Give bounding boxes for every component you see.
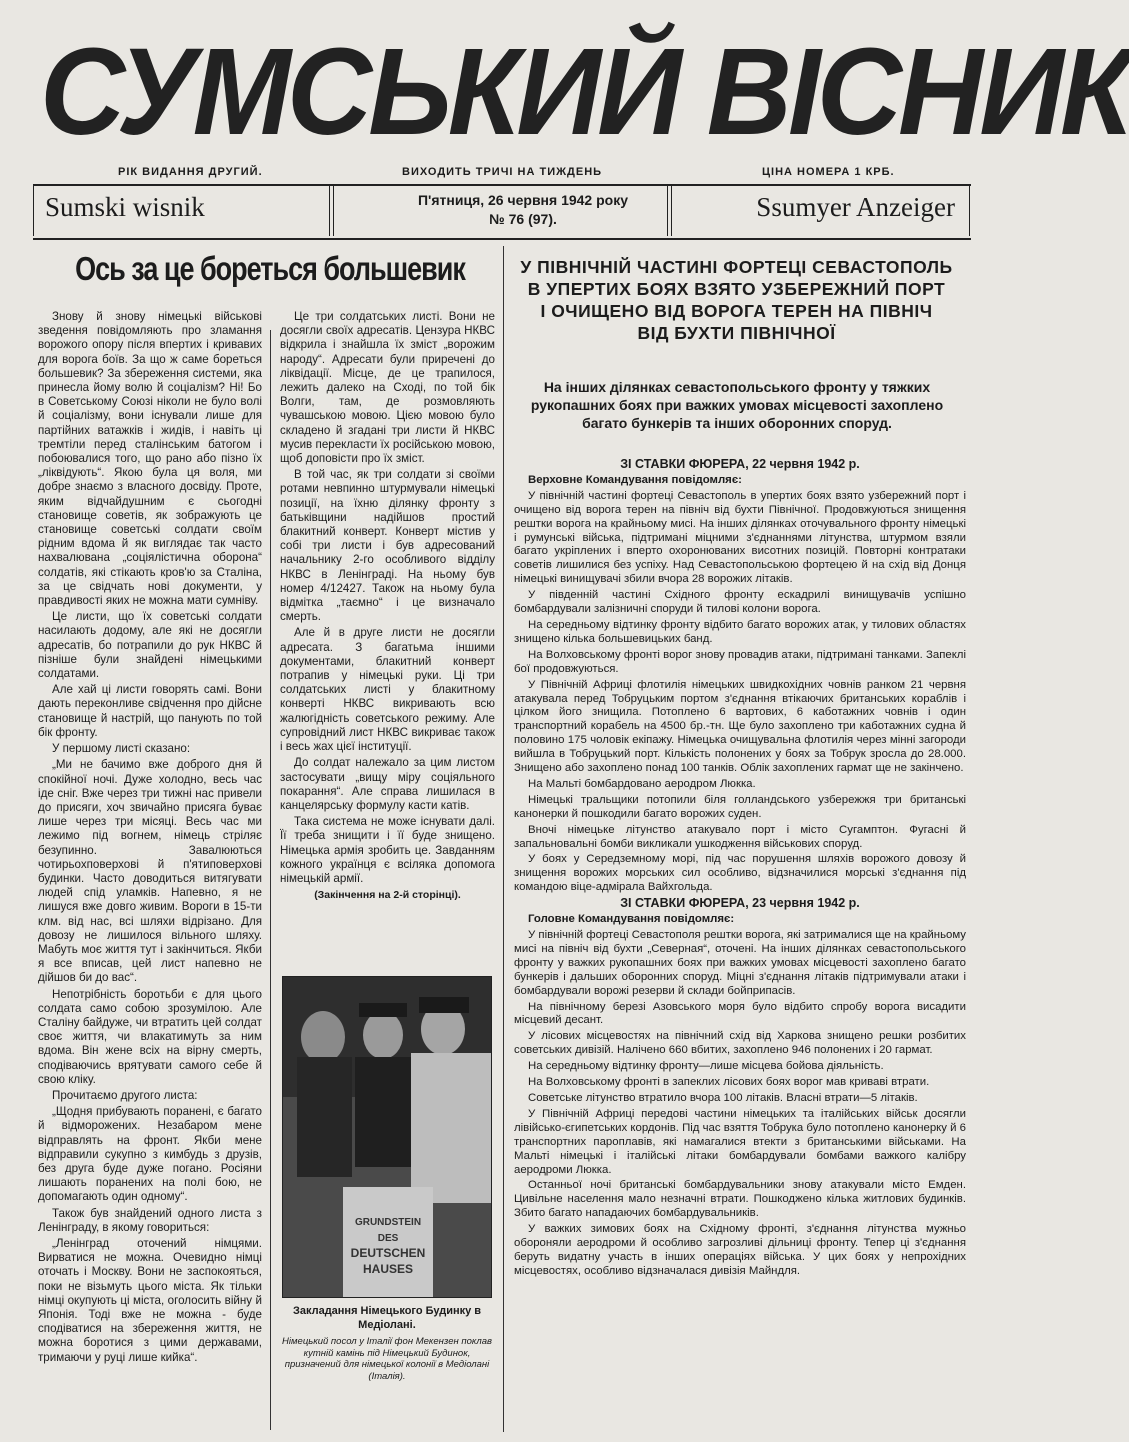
masthead-title: СУМСЬКИЙ ВІСНИК xyxy=(40,22,1129,162)
lead-headline: Ось за це бореться большевик xyxy=(75,250,465,288)
right-headline xyxy=(515,256,958,344)
photo-caption-text: Німецький посол у Італії фон Мекензен поклав кутній камінь під Німецький Будинок, призначений для німецької колонії в Медіолані (Італія). xyxy=(282,1336,492,1382)
paragraph: Німецькі тральщики потопили біля голландського узбережжя три британські канонерки й пошкодили багато ворожих суден. xyxy=(514,793,966,820)
publication-frequency: ВИХОДИТЬ ТРИЧІ НА ТИЖДЕНЬ xyxy=(402,166,603,178)
paragraph: Советське літунство втратило вчора 100 літаків. Власні втрати—5 літаків. xyxy=(528,1091,918,1104)
paragraph: Така система не може існувати далі. Її треба знищити і її буде знищено. Німецька армія зробить це. Завданням кожного українця є всіляка допомога німецькій армії. xyxy=(280,815,495,885)
left-article-column-2 xyxy=(280,310,495,962)
paragraph: Це три солдатських листі. Вони не досягли своїх адресатів. Цензура НКВС відкрила і знайшла їх зміст „ворожим народу“. Адресати були приречені до ліквідації. Місце, де це трапилося, лежить далеко на Сході, по той бік Волги, там, де розмовляють чувашською мовою. Цією мовою було складено й згадані три листи й НКВС мусив перекласти їх російською мовою, щоб доповісти про їх зміст. xyxy=(280,310,495,466)
report-header: ЗІ СТАВКИ ФЮРЕРА, 23 червня 1942 р. xyxy=(620,896,860,911)
paragraph: У північній фортеці Севастополя рештки ворога, які затрималися ще на крайньому мисі на північ від бухти „Северная“, оточені. На інших ділянках севастопольського фронту у важких рукопашних боях при важких умовах місцевості захоплено багато бункерів і дальших оборонних споруд. Міцні з'єднання літаків підтримували атаки і бомбардували ворожі резерви й склади бойприпасів. xyxy=(514,929,966,997)
paragraph: У північній частині фортеці Севастополь в упертих боях взято узбережний порт і очищено від ворога терен на північ від бухти Північної. Продовжуються знищення рештки ворога на крайньому мисі. На інших ділянках оточувального фронту німецькі і румунські війська, підтримані міцними з'єднаннями літунства, штурмом взяли багато укріплених і вперто охоронюваних висотних позицій. Повторні контратаки советів лишилися без успіху. Над Севастопольською фортецею й на схід від Донця німецькі винищувачі збили вчора 28 ворожих літаків. xyxy=(514,489,966,586)
paragraph: Знову й знову німецькі військові зведення повідомляють про зламання ворожого опору після впертих і кривавих для ворога боїв. За що ж саме бореться большевик? За збереження системи, яка принесла йому волю й соціалізм? Ні! Бо в Советському Союзі ніколи не було волі й соціалізму, вони існували лише для партійних ватажків і жидів, і навіть ці тремтіли перед сталінським батогом і побоювалися того, що рано або пізно їх „ліквідують“. Якою була ця воля, ми добре знаємо з власного досвіду. Проте, яким відчайдушним є сьогодні становище советів, як зображують це становище советські солдати своїм рідним вдома й як виглядає так часто нахвалювана „соціялістична оборона“ солдатів, які стікають кров'ю за Сталіна, за це свідчать нові документи, у правдивості яких не можна мати сумніву. xyxy=(38,310,262,608)
right-article-body xyxy=(514,458,966,1432)
issue-date-block xyxy=(373,191,673,229)
photo-caption xyxy=(276,1304,498,1382)
paragraph: У Північній Африці передові частини німецьких та італійських військ досягли лівійсько-єгипетських кордонів. Під час взяття Тобрука було потоплено канонерку й 6 транспортних пароплавів, які намагалися втекти з британськими військами. На Мальті німецькі і італійські літаки бомбардували бомбами важкого калібру аеродроми Люкка. xyxy=(514,1107,966,1176)
divider-bottom xyxy=(33,238,971,240)
paragraph: Також був знайдений одного листа з Ленінграду, в якому говориться: xyxy=(38,1206,262,1234)
paragraph: Але хай ці листи говорять самі. Вони дають переконливе свідчення про дійсне становище й настрій, що панують по той бік фронту. xyxy=(38,683,262,739)
paragraph: Але й в друге листи не досягли адресата. З багатьма іншими документами, блакитний конверт потрапив у німецькі руки. Ці три солдатських листі у блакитному конверті НКВС викривають всю жалюгідність советського режиму. Але супровідний лист НКВС викриває також і весь жах цієї інституції. xyxy=(280,626,495,754)
paragraph: У лісових місцевостях на північний схід від Харкова знищено решки розбитих советських дивізій. Налічено 660 вбитих, захоплено 946 полонених і 20 гармат. xyxy=(514,1030,966,1057)
paragraph: На середньому відтинку фронту відбито багато ворожих атак, у тилових областях знищено кілька большевицьких банд. xyxy=(514,618,966,645)
paragraph: Непотрібність боротьби є для цього солдата само собою зрозумілою. Але Сталіну байдуже, чи втратить цей солдат своє життя, чи влакатимуть за ним вдома. Він жене всіх на вірну смерть, сподіваючись врятувати самого себе й свою кліку. xyxy=(38,987,262,1086)
issue-date: П'ятниця, 26 червня 1942 року xyxy=(417,192,628,208)
photo-image xyxy=(283,977,491,1297)
paragraph: На Волховському фронті в запеклих лісових боях ворог мав криваві втрати. xyxy=(528,1076,930,1089)
column-rule-2 xyxy=(503,246,504,1432)
paragraph: На Волховському фронті ворог знову провадив атаки, підтримані танками. Запеклі бої продовжуються. xyxy=(514,648,966,675)
left-article-column-1 xyxy=(38,310,262,1430)
paragraph: На Мальті бомбардовано аеродром Люкка. xyxy=(528,777,756,790)
report-header: ЗІ СТАВКИ ФЮРЕРА, 22 червня 1942 р. xyxy=(620,457,860,471)
paragraph: „Щодня прибувають поранені, є багато й відморожених. Незабаром мене відправлять на фронт. Якби мене відправили сукупно з кимбудь з друзів, без друга буде дуже погано. Росіяни лишають поранених на полі бою, не допомагають один одному“. xyxy=(38,1105,262,1204)
publication-year: РІК ВИДАННЯ ДРУГИЙ. xyxy=(118,166,263,178)
german-title: Ssumyer Anzeiger xyxy=(756,192,955,222)
paragraph: У важких зимових боях на Східному фронті, з'єднання літунства мужньо обороняли аеродроми й особливо загрозливі дільниці фронту. Тепер ці з'єднання беруть видатну участь в інших операціях війська. У цих боях у непрохідних місцевостях, особливо відзначалася дивізія Майндля. xyxy=(514,1223,966,1277)
report-command: Головне Командування повідомляє: xyxy=(528,913,735,926)
paragraph: У першому листі сказано: xyxy=(52,742,191,756)
latin-title: Sumski wisnik xyxy=(45,192,205,222)
paragraph: У південній частині Східного фронту ескадрилі винищувачів успішно бомбардували залізничні споруди й тилові колони ворога. xyxy=(514,589,966,616)
issue-price: ЦІНА НОМЕРА 1 КРБ. xyxy=(762,166,895,178)
column-rule-1 xyxy=(270,330,271,1430)
paragraph: У Північній Африці флотилія німецьких швидкохідних човнів ранком 21 червня атакувала перед Тобруцьким портом з'єднання втікаючих британських кораблів і цілком його знищила. Потоплено 6 вартових, 6 каботажних човнів і один транспортний корабель на 4500 бр.-тн. Ще було захоплено три каботажних судна й половино 175 чоловік екіпажу. Німецька очищувальна флотилія через мінні загороди вийшла в Тобруцький порт. Кількість полонених у боях за Тобрук зросла до 28.000. Знищено або захоплено понад 100 танків. Облік захоплених гармат ще не закінчено. xyxy=(514,678,966,775)
paragraph: Прочитаємо другого листа: xyxy=(52,1088,198,1102)
paragraph: В той час, як три солдати зі своїми ротами невпинно штурмували німецькі позиції, на їхню ділянку фронту з батьківщини надійшов простий блакитний конверт. Конверт містив у собі три листи і був адресований начальнику 2-го особливого відділу НКВС в Ленінграді. На ньому був номер 4/12427. Також на ньому була відмітка „таємно“ і це визначало смерть. xyxy=(280,468,495,624)
headline-line: В УПЕРТИХ БОЯХ ВЗЯТО УЗБЕРЕЖНИЙ ПОРТ xyxy=(527,279,946,299)
paragraph: До солдат належало за цим листом застосувати „вищу міру соціяльного покарання“. Але справа лишилася в канцелярську формулу касти катів. xyxy=(280,756,495,812)
paragraph: На північному березі Азовського моря було відбито спробу ворога висадити місцевий десант. xyxy=(514,1000,966,1027)
headline-line: І ОЧИЩЕНО ВІД ВОРОГА ТЕРЕН НА ПІВНІЧ xyxy=(540,301,933,321)
paragraph: Останньої ночі британські бомбардувальники знову атакували місто Емден. Цивільне населення мало незначні втрати. Пошкоджено кілька житлових будинків. Збито багато нападаючих бомбардувальників. xyxy=(514,1179,966,1220)
headline-line: У ПІВНІЧНІЙ ЧАСТИНІ ФОРТЕЦІ СЕВАСТОПОЛЬ xyxy=(520,257,953,277)
right-subheadline: На інших ділянках севастопольського фронту у тяжких рукопашних боях при важких умовах місцевості захоплено багато бункерів та інших оборонних споруд. xyxy=(530,379,944,431)
info-line xyxy=(0,166,1000,182)
plaque-line: GRUNDSTEIN xyxy=(354,1217,422,1228)
paragraph: „Ми не бачимо вже доброго дня й спокійної ночі. Дуже холодно, весь час іде сніг. Вже через три тижні нас привели до присяги, хоч звичайно присяга буває лише через три місяці. Весь час ми лежимо під вогнем, німець стріляє безупинно. Завалюються чотирьохповерхові й п'ятиповерхові будинки. Часто доводиться витягувати людей спід уламків. Напевно, я не лишуся вже довго живим. Вороги в 15-ти клм. від нас, всі шляхи відрізано. Для довозу не лишилося вільного шляху. Мабуть моє життя тут і закінчиться. Якби я все вписав, цей лист напевно не дійшов би до вас“. xyxy=(38,758,262,985)
paragraph: Вночі німецьке літунство атакувало порт і місто Сугамптон. Фугасні й запальновальні бомби викликали ушкодження військових споруд. xyxy=(514,823,966,850)
issue-number: № 76 (97). xyxy=(489,211,557,227)
paragraph: Це листи, що їх советські солдати насилають додому, але які не досягли адресатів, бо потрапили до рук НКВС й пізніше були знайдені німецькими солдатами. xyxy=(38,610,262,681)
news-photo xyxy=(282,976,492,1298)
report-command: Верховне Командування повідомляє: xyxy=(528,473,742,486)
plaque-line: DES xyxy=(377,1233,399,1244)
headline-line: ВІД БУХТИ ПІВНІЧНОЇ xyxy=(637,323,836,343)
subtitle-row xyxy=(33,186,971,236)
paragraph: На середньому відтинку фронту—лише місцева бойова діяльність. xyxy=(528,1060,884,1073)
photo-caption-title: Закладання Німецького Будинку в Медіолані. xyxy=(292,1305,482,1331)
paragraph: „Ленінград оточений німцями. Вирватися не можна. Очевидно німці оточать і Москву. Вони не заспокояться, поки не візьмуть цього міста. Як тільки німці окупують ці міста, оголосить війну й Японія. Тоді вже не можна - буде сподіватися на збереження життя, не можна боротися з цими державами, тримаючи у руці лише кийка“. xyxy=(38,1237,262,1364)
paragraph: У боях у Середземному морі, під час порушення шляхів ворожого довозу й знищення ворожих морських сил особливо, відзначилися морські з'єднання під командою віце-адмірала Вайхгольда. xyxy=(514,853,966,894)
continuation-note: (Закінчення на 2-й сторінці). xyxy=(314,889,461,902)
plaque-line: DEUTSCHEN xyxy=(350,1246,426,1260)
plaque-line: HAUSES xyxy=(362,1262,414,1276)
